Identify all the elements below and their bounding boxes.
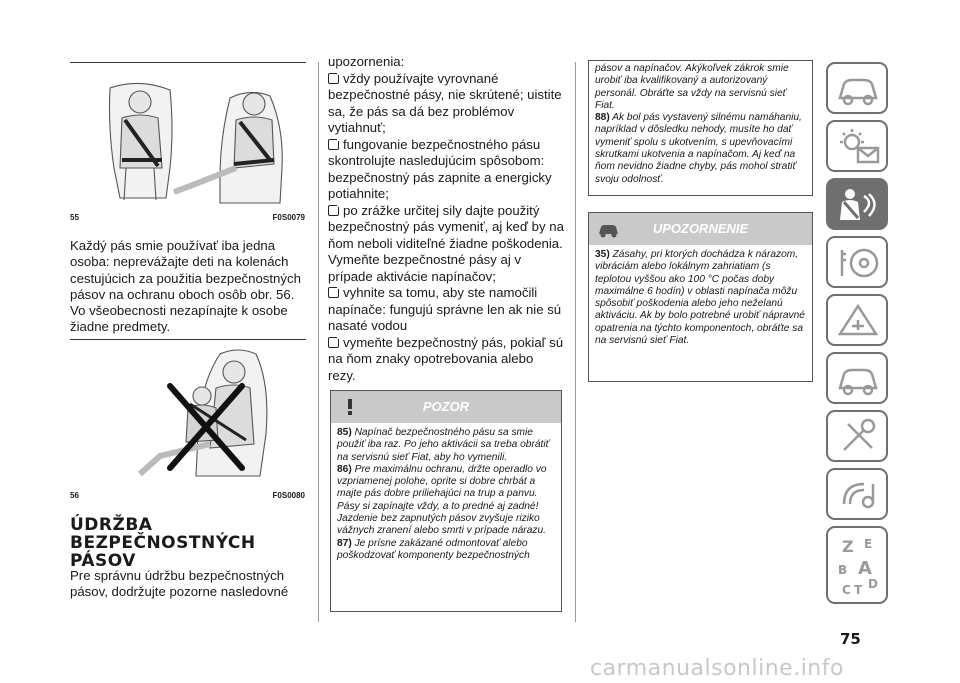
multimedia-icon [834,474,882,516]
tab-index[interactable] [826,526,888,604]
index-letter: A [858,558,872,579]
checkbox-bullet-icon [328,205,339,216]
list-intro: upozornenia: [328,54,405,69]
child-on-lap-paragraph: Každý pás smie používať iba jedna osoba: neprevážajte deti na kolenách cestujúcich za použitia bezpečnostných pásov na ochranu oboch osôb obr. 56. Vo všeobecnosti nezapínajte k osobe žiadne predmety. [70,238,301,335]
checkbox-bullet-icon [328,73,339,84]
figure-55-caption [70,213,305,222]
index-letter: E [864,537,873,551]
tab-warning-lights[interactable] [826,120,888,172]
list-item: vyhnite sa tomu, aby ste namočili napínače: fungujú správne len ak nie sú nasaté vodou [328,285,562,333]
upozornenie-box [588,212,813,382]
key-steering-wheel-icon [834,242,882,284]
maintenance-intro-paragraph: Pre správnu údržbu bezpečnostných pásov, dodržujte pozorne nasledovné [70,568,289,600]
index-letter: D [868,577,878,591]
figure-56-image [70,344,305,484]
pozor-notes [331,423,561,566]
top-rule [70,62,306,63]
note-88: 88) Ak bol pás vystavený silnému namáhaniu, napríklad v dôsledku nehody, musíte ho dať vymeniť spolu s ukotvením, s upevňovacími skrutkami ukotvenia a napínačom. Aj keď na ňom nevidno žiadne chyby, pás mohol stratiť svoju odolnosť. [595,112,802,185]
checkbox-bullet-icon [328,287,339,298]
pozor-continued-text: pásov a napínačov. Akýkoľvek zákrok smie urobiť iba kvalifikovaný a autorizovaný personál. Obráťte sa vždy na servisnú sieť Fiat. 88) Ak bol pás vystavený silnému namáhaniu, napríklad v dôsledku nehody, musíte ho dať vymeniť spolu s ukotvením, s upevňovacími skrutkami ukotvenia a napínačom. Aj keď na ňom nevidno žiadne chyby, pás mohol stratiť svoju odolnosť. [589,61,812,190]
pozor-header [331,391,561,423]
watermark: carmanualsonline.info [590,656,844,681]
upozornenie-title: UPOZORNENIE [652,221,749,236]
heading-line-1: ÚDRŽBA [70,515,153,535]
index-letter: T [854,583,863,597]
figure-56-code: F0S0080 [272,491,305,500]
list-item: fungovanie bezpečnostného pásu skontrolujte nasledujúcim spôsobom: bezpečnostný pás zapnite a energicky potiahnite; [328,136,552,201]
tab-starting-driving[interactable] [826,236,888,288]
alphabetical-index-icon [834,532,882,602]
car-dashboard-icon [834,68,882,110]
car-maintenance-icon [834,358,882,400]
tab-car-dashboard[interactable] [826,62,888,114]
index-letter: Z [842,537,854,556]
note-87: 87) Je prísne zakázané odmontovať alebo poškodzovať komponenty bezpečnostných [337,537,530,561]
figure-56-rule [70,339,306,340]
column-divider-1 [318,62,319,622]
column-divider-2 [575,62,576,622]
figure-56-number: 56 [70,491,79,500]
list-item: vymeňte bezpečnostný pás, pokiaľ sú na ňom znaky opotrebovania alebo rezy. [328,334,564,383]
list-item: po zrážke určitej sily dajte použitý bezpečnostný pás vymeniť, aj keď by na ňom neboli viditeľné žiadne poškodenia. Vymeňte bezpečnostné pásy aj v prípade aktivácie napínačov; [328,202,564,284]
pozor-title: POZOR [422,399,470,414]
index-letter: B [838,563,848,577]
tab-emergency[interactable] [826,294,888,346]
list-item: vždy používajte vyrovnané bezpečnostné pásy, nie skrútené; uistite sa, že pás sa dá bez problémov vytiahnuť; [328,70,562,135]
tools-icon [834,416,882,458]
note-85: 85) Napínač bezpečnostného pásu sa smie použiť iba raz. Po jeho aktivácii sa treba obrátiť na servisnú sieť Fiat, aby ho vymenili. [337,427,550,463]
figure-55-number: 55 [70,213,79,222]
note-35: 35) Zásahy, pri ktorých dochádza k nárazom, vibráciám alebo lokálnym zahriatiam (s teplotou vyššou ako 100 °C počas doby maximálne 6 hodín) v oblasti napínača môžu spôsobiť poškodenia alebo jeho neželanú aktiváciu. Ak by bolo potrebné urobiť nápravné opatrenia na týchto komponentoch, obráťte sa na servisnú sieť Fiat. [595,249,805,347]
index-letter: C [842,583,851,597]
seatbelt-airbag-icon [834,184,882,226]
figure-56-caption [70,491,305,500]
tab-safety[interactable] [826,178,888,230]
maintenance-heading [70,516,310,570]
pozor-continued-box [588,60,813,196]
maintenance-list [328,54,564,384]
tab-maintenance[interactable] [826,352,888,404]
figure-55-image [70,68,305,208]
checkbox-bullet-icon [328,337,339,348]
checkbox-bullet-icon [328,139,339,150]
note-86: 86) Pre maximálnu ochranu, držte operadlo vo vzpriamenej polohe, oprite si dobre chrbát a majte pás dobre priliehajúci na trup a panvu. Pásy si zapínajte vždy, a to predné aj zadné! Jazdenie bez zapnutých pásov zvyšuje riziko vážnych zranení alebo smrti v prípade nárazu. [337,463,547,537]
road-emergency-icon [834,300,882,342]
upozornenie-header [589,213,812,245]
warning-lights-message-icon [834,126,882,168]
upozornenie-notes [589,245,812,351]
heading-line-3: PÁSOV [70,551,136,571]
figure-55-code: F0S0079 [272,213,305,222]
tab-technical-data[interactable] [826,410,888,462]
page-number: 75 [840,630,861,648]
heading-line-2: BEZPEČNOSTNÝCH [70,533,256,553]
pozor-warning-box [330,390,562,612]
tab-multimedia[interactable] [826,468,888,520]
